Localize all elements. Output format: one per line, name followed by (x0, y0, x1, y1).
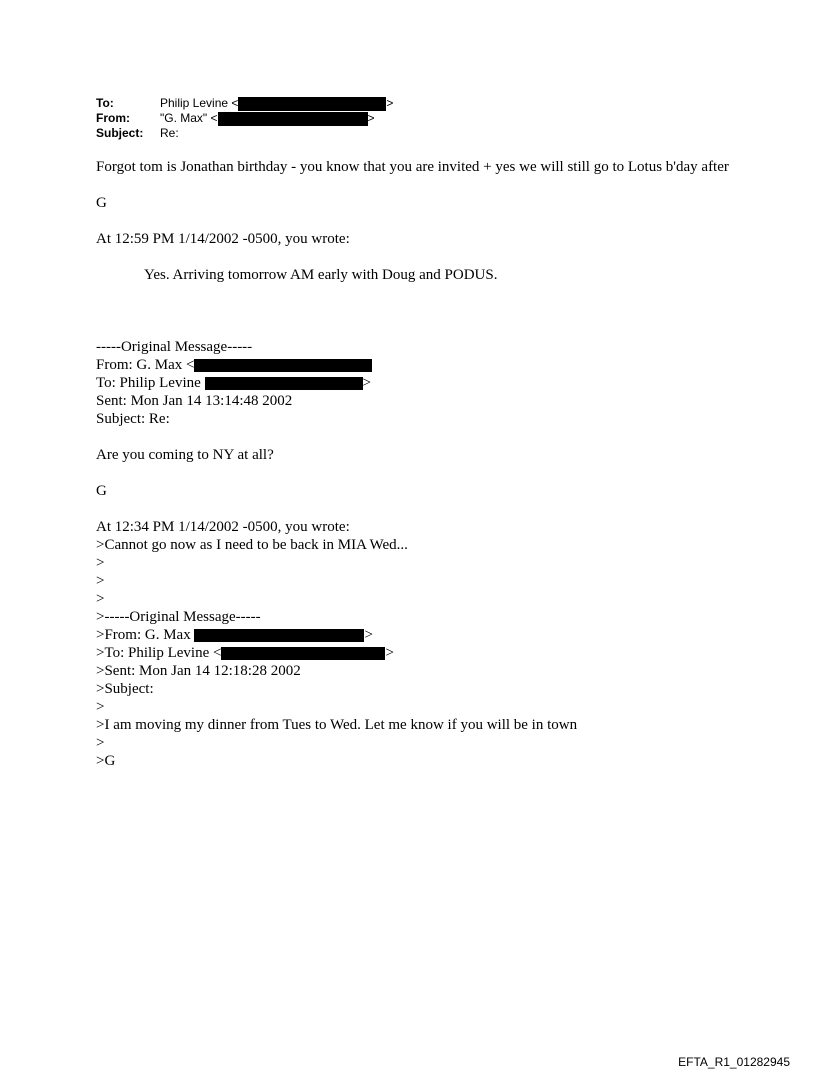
reply-intro: At 12:59 PM 1/14/2002 -0500, you wrote: (96, 231, 350, 247)
quoted-blank: > (96, 699, 105, 715)
from-name: "G. Max" < (160, 111, 218, 125)
from-label: From: (96, 111, 130, 125)
quoted-blank: > (96, 555, 105, 571)
email-header (96, 96, 393, 141)
to-end: > (386, 96, 394, 110)
quoted-signature: >G (96, 753, 116, 769)
original-to-text: To: Philip Levine (96, 375, 205, 391)
redaction-box (218, 112, 368, 126)
to-row (96, 96, 393, 111)
quoted-from-text: >From: G. Max (96, 627, 195, 643)
subject-value: Re: (160, 126, 179, 140)
quoted-blank: > (96, 591, 105, 607)
to-label: To: (96, 96, 114, 110)
redaction-box (221, 647, 385, 660)
original-sent: Sent: Mon Jan 14 13:14:48 2002 (96, 393, 293, 409)
original-signature: G (96, 483, 107, 499)
from-end: > (367, 111, 375, 125)
original-subject: Subject: Re: (96, 411, 170, 427)
redaction-box (194, 629, 364, 642)
quoted-from-end: > (364, 627, 373, 643)
quoted-to-text: >To: Philip Levine < (96, 645, 222, 661)
message-line: Forgot tom is Jonathan birthday - you know that you are invited + yes we will still go to Lotus b'day after (96, 159, 729, 175)
document-id: EFTA_R1_01282945 (678, 1055, 790, 1069)
quoted-marker: >-----Original Message----- (96, 609, 261, 625)
quoted-blank: > (96, 735, 105, 751)
quoted-to (96, 644, 736, 662)
quoted-intro: At 12:34 PM 1/14/2002 -0500, you wrote: (96, 519, 350, 535)
original-to (96, 374, 736, 392)
quoted-line: >Cannot go now as I need to be back in MIA Wed... (96, 537, 408, 553)
email-body (96, 158, 736, 770)
quoted-from (96, 626, 736, 644)
original-from (96, 356, 736, 374)
quoted-subject: >Subject: (96, 681, 154, 697)
original-from-text: From: G. Max < (96, 357, 195, 373)
redaction-box (205, 377, 363, 390)
redaction-box (194, 359, 372, 372)
message-signature: G (96, 195, 107, 211)
original-to-end: > (362, 375, 371, 391)
quoted-blank: > (96, 573, 105, 589)
from-row (96, 111, 393, 126)
subject-row (96, 126, 393, 141)
original-message-marker: -----Original Message----- (96, 339, 253, 355)
to-name: Philip Levine < (160, 96, 239, 110)
redaction-box (238, 97, 386, 111)
reply-text: Yes. Arriving tomorrow AM early with Doug and PODUS. (144, 267, 498, 283)
subject-label: Subject: (96, 126, 144, 140)
quoted-to-end: > (385, 645, 394, 661)
original-body: Are you coming to NY at all? (96, 447, 274, 463)
quoted-sent: >Sent: Mon Jan 14 12:18:28 2002 (96, 663, 301, 679)
quoted-body: >I am moving my dinner from Tues to Wed. Let me know if you will be in town (96, 717, 578, 733)
